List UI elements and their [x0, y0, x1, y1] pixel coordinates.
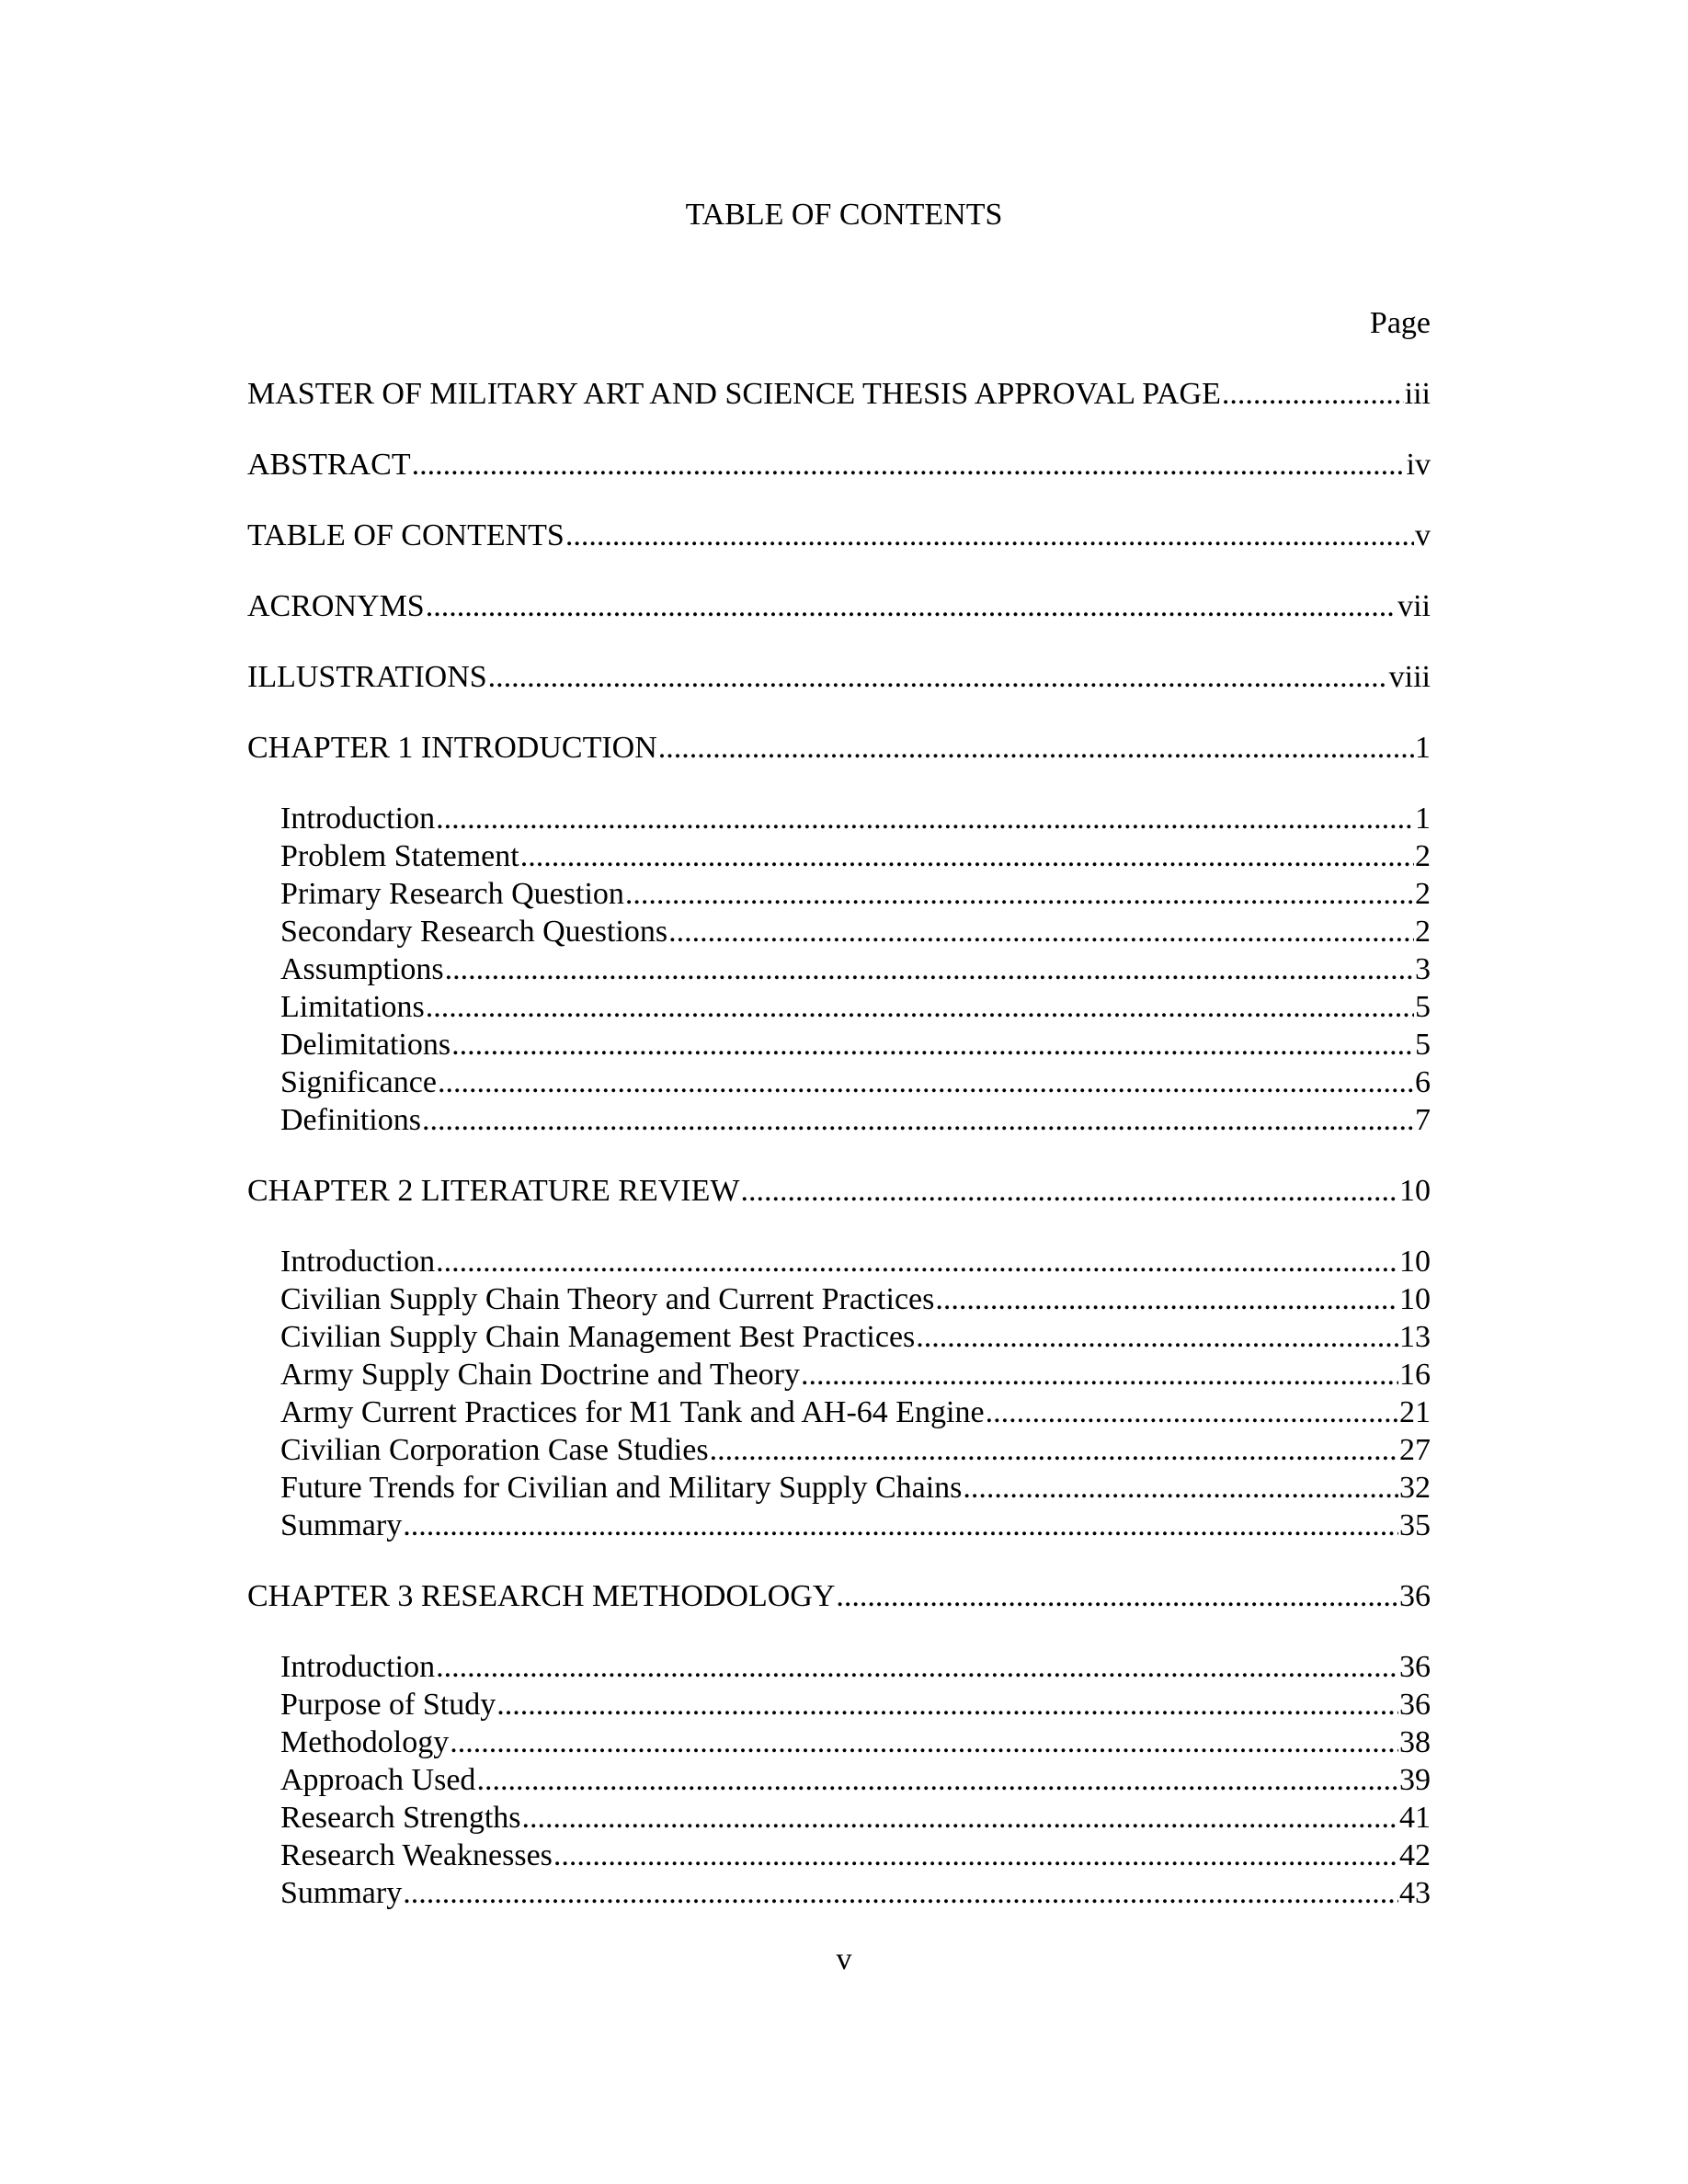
dot-leader: [403, 1874, 1398, 1912]
dot-leader: [625, 875, 1414, 913]
toc-section-entry: [247, 1507, 1431, 1544]
toc-entry-label: Civilian Supply Chain Theory and Current Practices: [280, 1282, 935, 1316]
dot-leader: [935, 1280, 1398, 1318]
page-number: v: [836, 1942, 852, 1976]
toc-section-entry: [247, 1318, 1431, 1356]
toc-section-entry: [247, 1280, 1431, 1318]
toc-entry-label: MASTER OF MILITARY ART AND SCIENCE THESIS APPROVAL PAGE: [247, 377, 1221, 411]
toc-entry-page: v: [1415, 518, 1431, 552]
toc-entry-label: Introduction: [280, 802, 436, 836]
toc-entry-label: Future Trends for Civilian and Military Supply Chains: [280, 1471, 963, 1505]
toc-entry-label: CHAPTER 1 INTRODUCTION: [247, 731, 657, 765]
toc-entry-page: 10: [1399, 1245, 1431, 1279]
toc-section-entry: [247, 1243, 1431, 1280]
toc-entry-page: 6: [1415, 1065, 1431, 1099]
toc-front-matter-entry: [247, 587, 1431, 625]
toc-entry-page: 7: [1415, 1103, 1431, 1137]
toc-section-entry: [247, 1064, 1431, 1101]
toc-chapter-entry: [247, 1577, 1431, 1615]
toc-entry-label: Introduction: [280, 1245, 436, 1279]
toc-entry-label: Methodology: [280, 1725, 450, 1759]
toc-entry-label: Introduction: [280, 1650, 436, 1684]
dot-leader: [451, 1026, 1414, 1064]
toc-entry-label: Purpose of Study: [280, 1688, 496, 1722]
toc-section-entry: [247, 1874, 1431, 1912]
toc-section-entry: [247, 1393, 1431, 1431]
toc-entry-page: viii: [1388, 660, 1431, 694]
dot-leader: [801, 1356, 1398, 1393]
dot-leader: [553, 1837, 1398, 1874]
dot-leader: [436, 800, 1414, 837]
toc-chapter-entry: [247, 729, 1431, 767]
toc-entry-page: iii: [1404, 377, 1431, 411]
toc-chapter-entry: [247, 1172, 1431, 1210]
toc-entry-label: Summary: [280, 1508, 403, 1542]
dot-leader: [450, 1723, 1398, 1761]
toc-entry-page: 36: [1399, 1688, 1431, 1722]
toc-section-entry: [247, 988, 1431, 1026]
dot-leader: [520, 837, 1414, 875]
dot-leader: [710, 1431, 1398, 1469]
toc-entry-label: Limitations: [280, 990, 425, 1024]
dot-leader: [1222, 375, 1404, 413]
toc-section-entry: [247, 1837, 1431, 1874]
toc-entry-label: Definitions: [280, 1103, 421, 1137]
toc-front-matter-entry: [247, 658, 1431, 696]
toc-section-entry: [247, 950, 1431, 988]
toc-entry-label: ABSTRACT: [247, 448, 411, 482]
toc-section-entry: [247, 837, 1431, 875]
toc-entry-page: 42: [1399, 1838, 1431, 1872]
dot-leader: [445, 950, 1414, 988]
toc-entry-page: 2: [1415, 915, 1431, 949]
toc-section-entry: [247, 1648, 1431, 1686]
dot-leader: [916, 1318, 1398, 1356]
toc-entry-label: Secondary Research Questions: [280, 915, 668, 949]
toc-entry-page: 10: [1399, 1174, 1431, 1208]
toc-entry-page: 1: [1415, 802, 1431, 836]
toc-entry-page: 21: [1399, 1395, 1431, 1429]
toc-entry-page: 35: [1399, 1508, 1431, 1542]
toc-entry-page: 27: [1399, 1433, 1431, 1467]
toc-entry-page: 43: [1399, 1876, 1431, 1910]
toc-entry-page: 5: [1415, 990, 1431, 1024]
toc-entry-label: CHAPTER 3 RESEARCH METHODOLOGY: [247, 1579, 836, 1613]
toc-entry-page: 32: [1399, 1471, 1431, 1505]
page-title: TABLE OF CONTENTS: [685, 198, 1003, 232]
toc-entry-label: TABLE OF CONTENTS: [247, 518, 565, 552]
toc-section-entry: [247, 1101, 1431, 1139]
toc-section-entry: [247, 1723, 1431, 1761]
dot-leader: [658, 729, 1414, 767]
dot-leader: [963, 1469, 1398, 1507]
toc-entry-label: Primary Research Question: [280, 877, 624, 911]
toc-entry-page: 36: [1399, 1650, 1431, 1684]
toc-entry-page: 3: [1415, 952, 1431, 986]
dot-leader: [740, 1172, 1398, 1210]
toc-entry-page: 2: [1415, 839, 1431, 873]
dot-leader: [412, 446, 1406, 483]
toc-section-entry: [247, 913, 1431, 950]
toc-entry-page: 16: [1399, 1358, 1431, 1392]
toc-front-matter-entry: [247, 517, 1431, 554]
dot-leader: [426, 988, 1414, 1026]
dot-leader: [436, 1243, 1398, 1280]
toc-entry-page: vii: [1397, 589, 1431, 623]
toc-entry-label: Problem Statement: [280, 839, 519, 873]
toc-entry-page: 41: [1399, 1801, 1431, 1835]
toc-section-entry: [247, 1026, 1431, 1064]
dot-leader: [438, 1064, 1414, 1101]
toc-section-entry: [247, 800, 1431, 837]
toc-entry-label: Assumptions: [280, 952, 444, 986]
toc-entry-label: Approach Used: [280, 1763, 476, 1797]
toc-entry-page: 1: [1415, 731, 1431, 765]
dot-leader: [422, 1101, 1414, 1139]
dot-leader: [426, 587, 1397, 625]
toc-entry-label: Significance: [280, 1065, 437, 1099]
toc-entry-label: Army Current Practices for M1 Tank and AH-64 Engine: [280, 1395, 985, 1429]
toc-entry-page: 10: [1399, 1282, 1431, 1316]
dot-leader: [836, 1577, 1398, 1615]
toc-front-matter-entry: [247, 446, 1431, 483]
dot-leader: [522, 1799, 1398, 1837]
page-column-header: Page: [1369, 306, 1431, 340]
dot-leader: [668, 913, 1414, 950]
toc-entries: [247, 375, 1431, 1945]
toc-entry-label: Research Weaknesses: [280, 1838, 553, 1872]
toc-entry-label: Civilian Supply Chain Management Best Practices: [280, 1320, 916, 1354]
toc-entry-page: iv: [1406, 448, 1431, 482]
toc-entry-label: Delimitations: [280, 1028, 451, 1062]
toc-section-entry: [247, 1686, 1431, 1723]
toc-entry-label: ILLUSTRATIONS: [247, 660, 487, 694]
toc-entry-page: 38: [1399, 1725, 1431, 1759]
toc-section-entry: [247, 1469, 1431, 1507]
toc-entry-page: 36: [1399, 1579, 1431, 1613]
dot-leader: [986, 1393, 1398, 1431]
dot-leader: [403, 1507, 1398, 1544]
toc-entry-page: 39: [1399, 1763, 1431, 1797]
toc-front-matter-entry: [247, 375, 1431, 413]
toc-entry-label: Army Supply Chain Doctrine and Theory: [280, 1358, 801, 1392]
toc-entry-label: ACRONYMS: [247, 589, 425, 623]
dot-leader: [436, 1648, 1398, 1686]
toc-entry-page: 2: [1415, 877, 1431, 911]
toc-section-entry: [247, 1799, 1431, 1837]
toc-section-entry: [247, 1356, 1431, 1393]
toc-entry-page: 5: [1415, 1028, 1431, 1062]
dot-leader: [476, 1761, 1398, 1799]
toc-section-entry: [247, 1761, 1431, 1799]
toc-entry-label: Summary: [280, 1876, 403, 1910]
toc-section-entry: [247, 1431, 1431, 1469]
dot-leader: [488, 658, 1388, 696]
dot-leader: [565, 517, 1414, 554]
toc-entry-label: CHAPTER 2 LITERATURE REVIEW: [247, 1174, 740, 1208]
toc-entry-page: 13: [1399, 1320, 1431, 1354]
dot-leader: [496, 1686, 1398, 1723]
toc-entry-label: Research Strengths: [280, 1801, 521, 1835]
toc-entry-label: Civilian Corporation Case Studies: [280, 1433, 709, 1467]
toc-section-entry: [247, 875, 1431, 913]
